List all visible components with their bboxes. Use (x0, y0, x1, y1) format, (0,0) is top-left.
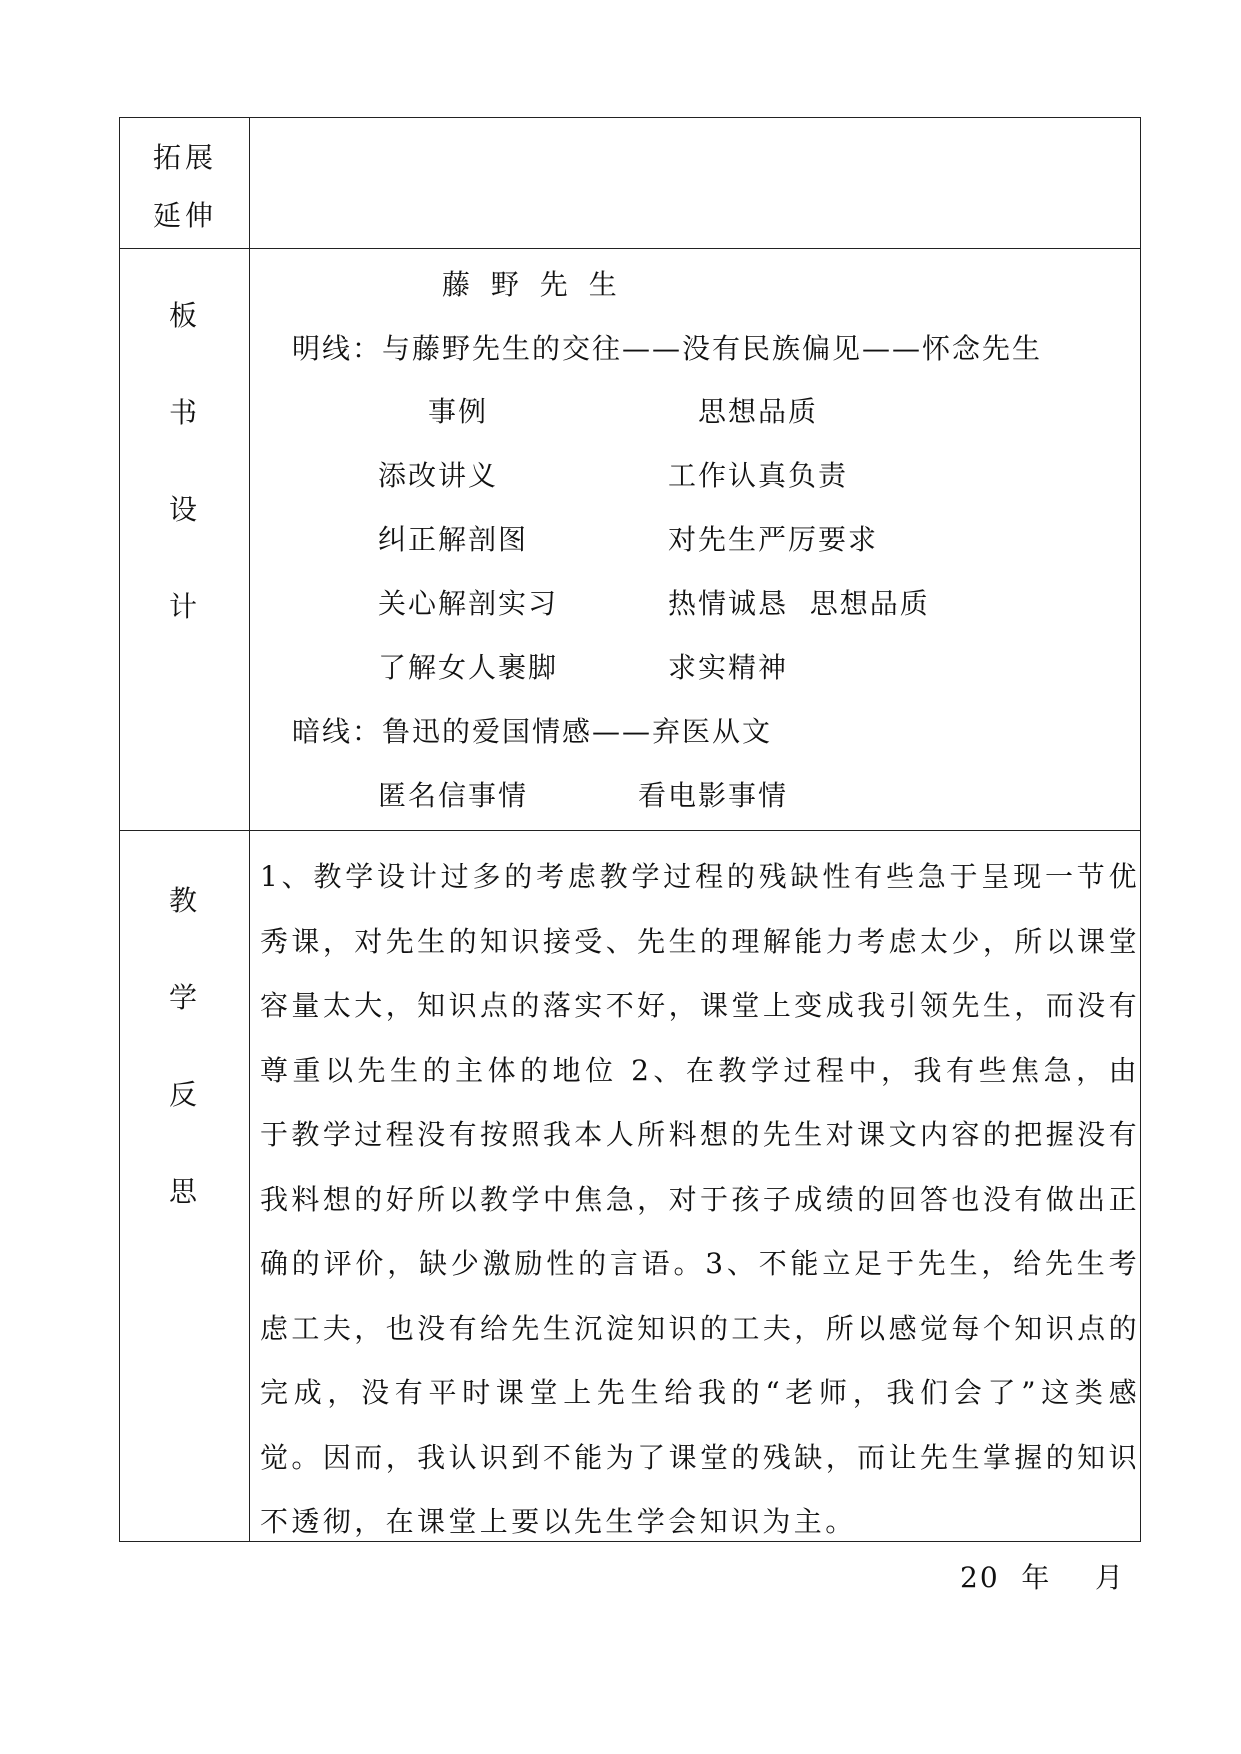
reflection-text: 1、教学设计过多的考虑教学过程的残缺性有些急于呈现一节优秀课，对先生的知识接受、先生的理解能力考虑太少，所以课堂容量太大，知识点的落实不好，课堂上变成我引领先生，而没有尊重以先生的主体的地位 2、在教学过程中，我有些焦急，由于教学过程没有按照我本人所料想的先生对课文内容的把握没有我料想的好所以教学中焦急，对于孩子成绩的回答也没有做出正确的评价，缺少激励性的言语。3、不能立足于先生，给先生考虑工夫，也没有给先生沉淀知识的工夫，所以感觉每个知识点的完成，没有平时课堂上先生给我的“老师，我们会了”这类感觉。因而，我认识到不能为了课堂的残缺，而让先生掌握的知识不透彻，在课堂上要以先生学会知识为主。 (260, 860, 1140, 1538)
reflection-content-cell (250, 831, 1140, 1541)
board-title: 藤 野 先 生 (442, 268, 623, 301)
lesson-plan-table (119, 117, 1141, 1542)
row-board-design-label-cell (120, 249, 250, 830)
reflection-label-char-1: 教 (168, 884, 201, 917)
row-extension (120, 118, 1140, 249)
board-example-left: 了解女人裹脚 (378, 651, 559, 684)
board-example-right: 工作认真负责 (668, 459, 849, 492)
board-example-left: 纠正解剖图 (378, 523, 529, 556)
extension-content-cell (250, 118, 1140, 248)
board-col-header-examples: 事例 (428, 395, 489, 428)
reflection-label-char-3: 反 (168, 1078, 201, 1111)
board-implicit-example-left: 匿名信事情 (378, 779, 529, 812)
board-example-left: 添改讲义 (378, 459, 499, 492)
row-board-design (120, 249, 1140, 831)
board-explicit-line: 明线：与藤野先生的交往——没有民族偏见——怀念先生 (292, 332, 1043, 365)
board-example-right: 对先生严厉要求 (668, 523, 879, 556)
board-col-header-qualities: 思想品质 (698, 395, 819, 428)
board-label-char-4: 计 (168, 590, 201, 623)
board-label-char-3: 设 (168, 493, 201, 526)
board-design-content-cell (250, 249, 1140, 830)
row-reflection (120, 831, 1140, 1541)
extension-label-line1: 拓展 (152, 141, 217, 174)
footer-date: 20 年 月 (960, 1561, 1126, 1594)
board-example-left: 关心解剖实习 (378, 587, 559, 620)
reflection-label-char-2: 学 (168, 981, 201, 1014)
board-example-right: 求实精神 (668, 651, 789, 684)
extension-label-line2: 延伸 (152, 199, 217, 232)
reflection-label-char-4: 思 (168, 1175, 201, 1208)
board-implicit-example-right: 看电影事情 (638, 779, 789, 812)
board-implicit-line: 暗线：鲁迅的爱国情感——弃医从文 (292, 715, 773, 748)
board-label-char-2: 书 (168, 396, 201, 429)
board-example-right: 热情诚恳 思想品质 (668, 587, 930, 620)
row-extension-label-cell (120, 118, 250, 248)
row-reflection-label-cell (120, 831, 250, 1541)
board-label-char-1: 板 (168, 299, 201, 332)
